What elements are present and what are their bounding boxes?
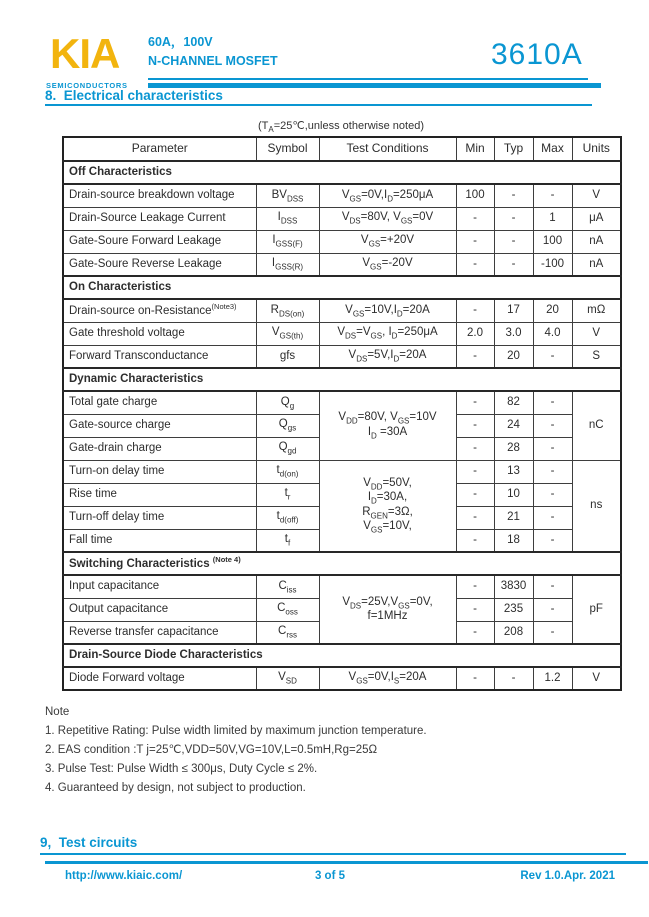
section-8-underline	[45, 104, 592, 106]
min-cell: -	[456, 621, 494, 644]
units-cell: S	[572, 345, 621, 368]
typ-cell: 18	[494, 529, 533, 552]
units-cell: pF	[572, 575, 621, 644]
section-label: Dynamic Characteristics	[63, 368, 621, 391]
min-cell: -	[456, 299, 494, 322]
units-cell: V	[572, 667, 621, 690]
typ-cell: 3830	[494, 575, 533, 598]
units-cell: nC	[572, 391, 621, 460]
col-header-typ: Typ	[494, 137, 533, 161]
units-cell: V	[572, 322, 621, 345]
min-cell: -	[456, 529, 494, 552]
header-rule-thin	[148, 78, 588, 80]
symbol-cell: $t_{d(off)}$	[256, 506, 319, 529]
min-cell: -	[456, 345, 494, 368]
section-9-heading: 9, Test circuits	[40, 835, 138, 850]
max-cell: -	[533, 506, 572, 529]
note-4: 4. Guaranteed by design, not subject to production.	[45, 782, 306, 794]
parameter-cell: Drain-source breakdown voltage	[63, 184, 256, 207]
test-conditions-cell: $V_{GS}=0V,I_D=250\mu A$	[319, 184, 456, 207]
min-cell: -	[456, 506, 494, 529]
min-cell: -	[456, 253, 494, 276]
kia-logo-subtext: SEMICONDUCTORS	[46, 81, 128, 90]
parameter-cell: Gate-Soure Forward Leakage	[63, 230, 256, 253]
max-cell: -	[533, 598, 572, 621]
parameter-cell: Forward Transconductance	[63, 345, 256, 368]
parameter-cell: Drain-Source Leakage Current	[63, 207, 256, 230]
kia-logo: KIA	[50, 30, 120, 77]
max-cell: -	[533, 414, 572, 437]
section-label: On Characteristics	[63, 276, 621, 299]
parameter-cell: Gate-source charge	[63, 414, 256, 437]
table-data-row	[63, 253, 621, 276]
table-condition-note: ($T_A=25℃,unless$ otherwise noted)	[258, 120, 424, 135]
typ-cell: 24	[494, 414, 533, 437]
parameter-cell: Drain-source on-Resistance$^{(Note3)}$	[63, 299, 256, 322]
table-data-row	[63, 184, 621, 207]
footer-rule	[45, 861, 648, 864]
typ-cell: 28	[494, 437, 533, 460]
test-conditions-cell: $V_{DS}=V_{GS}$, $I_D=250\mu A$	[319, 322, 456, 345]
parameter-cell: Turn-on delay time	[63, 460, 256, 483]
table-data-row	[63, 575, 621, 598]
parameter-cell: Fall time	[63, 529, 256, 552]
col-header-units: Units	[572, 137, 621, 161]
symbol-cell: $V_{GS(th)}$	[256, 322, 319, 345]
symbol-cell: $Q_{gs}$	[256, 414, 319, 437]
symbol-cell: $R_{DS(on)}$	[256, 299, 319, 322]
table-section-row	[63, 552, 621, 575]
typ-cell: -	[494, 230, 533, 253]
parameter-cell: Reverse transfer capacitance	[63, 621, 256, 644]
table-section-row	[63, 276, 621, 299]
typ-cell: -	[494, 253, 533, 276]
max-cell: -	[533, 529, 572, 552]
footer-page-number: 3 of 5	[314, 870, 346, 882]
table-section-row	[63, 161, 621, 184]
min-cell: -	[456, 575, 494, 598]
symbol-cell: $V_{SD}$	[256, 667, 319, 690]
max-cell: 4.0	[533, 322, 572, 345]
parameter-cell: Turn-off delay time	[63, 506, 256, 529]
min-cell: -	[456, 230, 494, 253]
min-cell: -	[456, 460, 494, 483]
max-cell: 1	[533, 207, 572, 230]
min-cell: -	[456, 667, 494, 690]
min-cell: -	[456, 598, 494, 621]
table-section-row	[63, 368, 621, 391]
symbol-cell: $C_{oss}$	[256, 598, 319, 621]
min-cell: -	[456, 391, 494, 414]
table-data-row	[63, 667, 621, 690]
test-conditions-cell: $V_{DS}=80V$, $V_{GS}=0V$	[319, 207, 456, 230]
test-conditions-cell: $V_{GS}=+20V$	[319, 230, 456, 253]
footer-website-link[interactable]: http://www.kiaic.com/	[65, 870, 183, 882]
note-2: 2. EAS condition :T j=25℃,VDD=50V,VG=10V,L=0.5mH,Rg=25Ω	[45, 744, 378, 756]
max-cell: -	[533, 345, 572, 368]
test-conditions-cell: $V_{DS}=5V,I_D=20A$	[319, 345, 456, 368]
col-header-test-conditions: Test Conditions	[319, 137, 456, 161]
col-header-symbol: Symbol	[256, 137, 319, 161]
max-cell: -	[533, 621, 572, 644]
table-data-row	[63, 322, 621, 345]
table-data-row	[63, 230, 621, 253]
note-1: 1. Repetitive Rating: Pulse width limited by maximum junction temperature.	[45, 725, 427, 737]
typ-cell: 17	[494, 299, 533, 322]
typ-cell: 21	[494, 506, 533, 529]
footer-revision: Rev 1.0.Apr. 2021	[520, 870, 615, 882]
units-cell: mΩ	[572, 299, 621, 322]
notes-title: Note	[45, 706, 70, 718]
parameter-cell: Total gate charge	[63, 391, 256, 414]
symbol-cell: $Q_g$	[256, 391, 319, 414]
typ-cell: 208	[494, 621, 533, 644]
test-conditions-cell: $V_{DD}=50V$, $I_D=30A$, $R_{GEN}=3\Omega$, $V_{GS}=10V$,	[319, 460, 456, 552]
units-cell: V	[572, 184, 621, 207]
parameter-cell: Input capacitance	[63, 575, 256, 598]
symbol-cell: gfs	[256, 345, 319, 368]
typ-cell: -	[494, 207, 533, 230]
max-cell: -	[533, 391, 572, 414]
symbol-cell: $I_{GSS(R)}$	[256, 253, 319, 276]
parameter-cell: Output capacitance	[63, 598, 256, 621]
test-conditions-cell: $V_{GS}=0V,I_S=20A$	[319, 667, 456, 690]
units-cell: μA	[572, 207, 621, 230]
test-conditions-cell: $V_{GS}=-20V$	[319, 253, 456, 276]
section-label: Off Characteristics	[63, 161, 621, 184]
part-number: 3610A	[491, 38, 583, 71]
max-cell: -	[533, 483, 572, 506]
test-conditions-cell: $V_{DS}=25V,V_{GS}=0V$, f=1MHz	[319, 575, 456, 644]
device-type: N-CHANNEL MOSFET	[148, 54, 278, 68]
col-header-min: Min	[456, 137, 494, 161]
test-conditions-cell: $V_{GS}=10V,I_D=20A$	[319, 299, 456, 322]
symbol-cell: $t_{d(on)}$	[256, 460, 319, 483]
symbol-cell: $t_r$	[256, 483, 319, 506]
min-cell: -	[456, 207, 494, 230]
section-label: Switching Characteristics $^{(Note 4)}$	[63, 552, 621, 575]
max-cell: 1.2	[533, 667, 572, 690]
min-cell: -	[456, 414, 494, 437]
table-data-row	[63, 460, 621, 483]
typ-cell: -	[494, 184, 533, 207]
device-rating: 60A，100V	[148, 35, 213, 49]
typ-cell: 3.0	[494, 322, 533, 345]
typ-cell: 13	[494, 460, 533, 483]
max-cell: -	[533, 184, 572, 207]
symbol-cell: $C_{iss}$	[256, 575, 319, 598]
section-8-heading: 8. Electrical characteristics	[45, 88, 223, 103]
typ-cell: 235	[494, 598, 533, 621]
col-header-max: Max	[533, 137, 572, 161]
parameter-cell: Diode Forward voltage	[63, 667, 256, 690]
table-data-row	[63, 207, 621, 230]
symbol-cell: $I_{GSS(F)}$	[256, 230, 319, 253]
typ-cell: 82	[494, 391, 533, 414]
max-cell: 100	[533, 230, 572, 253]
table-data-row	[63, 391, 621, 414]
max-cell: -100	[533, 253, 572, 276]
units-cell: nA	[572, 230, 621, 253]
symbol-cell: $Q_{gd}$	[256, 437, 319, 460]
min-cell: -	[456, 483, 494, 506]
units-cell: ns	[572, 460, 621, 552]
symbol-cell: $t_f$	[256, 529, 319, 552]
note-3: 3. Pulse Test: Pulse Width ≤ 300μs, Duty Cycle ≤ 2%.	[45, 763, 318, 775]
electrical-characteristics-table	[62, 136, 622, 691]
symbol-cell: $C_{rss}$	[256, 621, 319, 644]
section-label: Drain-Source Diode Characteristics	[63, 644, 621, 667]
table-section-row	[63, 644, 621, 667]
parameter-cell: Gate-Soure Reverse Leakage	[63, 253, 256, 276]
max-cell: 20	[533, 299, 572, 322]
parameter-cell: Gate-drain charge	[63, 437, 256, 460]
parameter-cell: Rise time	[63, 483, 256, 506]
test-conditions-cell: $V_{DD}=80V$, $V_{GS}=10V$ $I_D =30A$	[319, 391, 456, 460]
symbol-cell: $BV_{DSS}$	[256, 184, 319, 207]
typ-cell: 10	[494, 483, 533, 506]
max-cell: -	[533, 575, 572, 598]
table-data-row	[63, 299, 621, 322]
table-header-row	[63, 137, 621, 161]
parameter-cell: Gate threshold voltage	[63, 322, 256, 345]
max-cell: -	[533, 460, 572, 483]
col-header-parameter: Parameter	[63, 137, 256, 161]
units-cell: nA	[572, 253, 621, 276]
table-data-row	[63, 345, 621, 368]
min-cell: -	[456, 437, 494, 460]
max-cell: -	[533, 437, 572, 460]
min-cell: 100	[456, 184, 494, 207]
min-cell: 2.0	[456, 322, 494, 345]
notes-block	[45, 705, 427, 800]
section-9-underline	[40, 853, 626, 855]
typ-cell: 20	[494, 345, 533, 368]
typ-cell: -	[494, 667, 533, 690]
device-description	[148, 33, 278, 71]
symbol-cell: $I_{DSS}$	[256, 207, 319, 230]
